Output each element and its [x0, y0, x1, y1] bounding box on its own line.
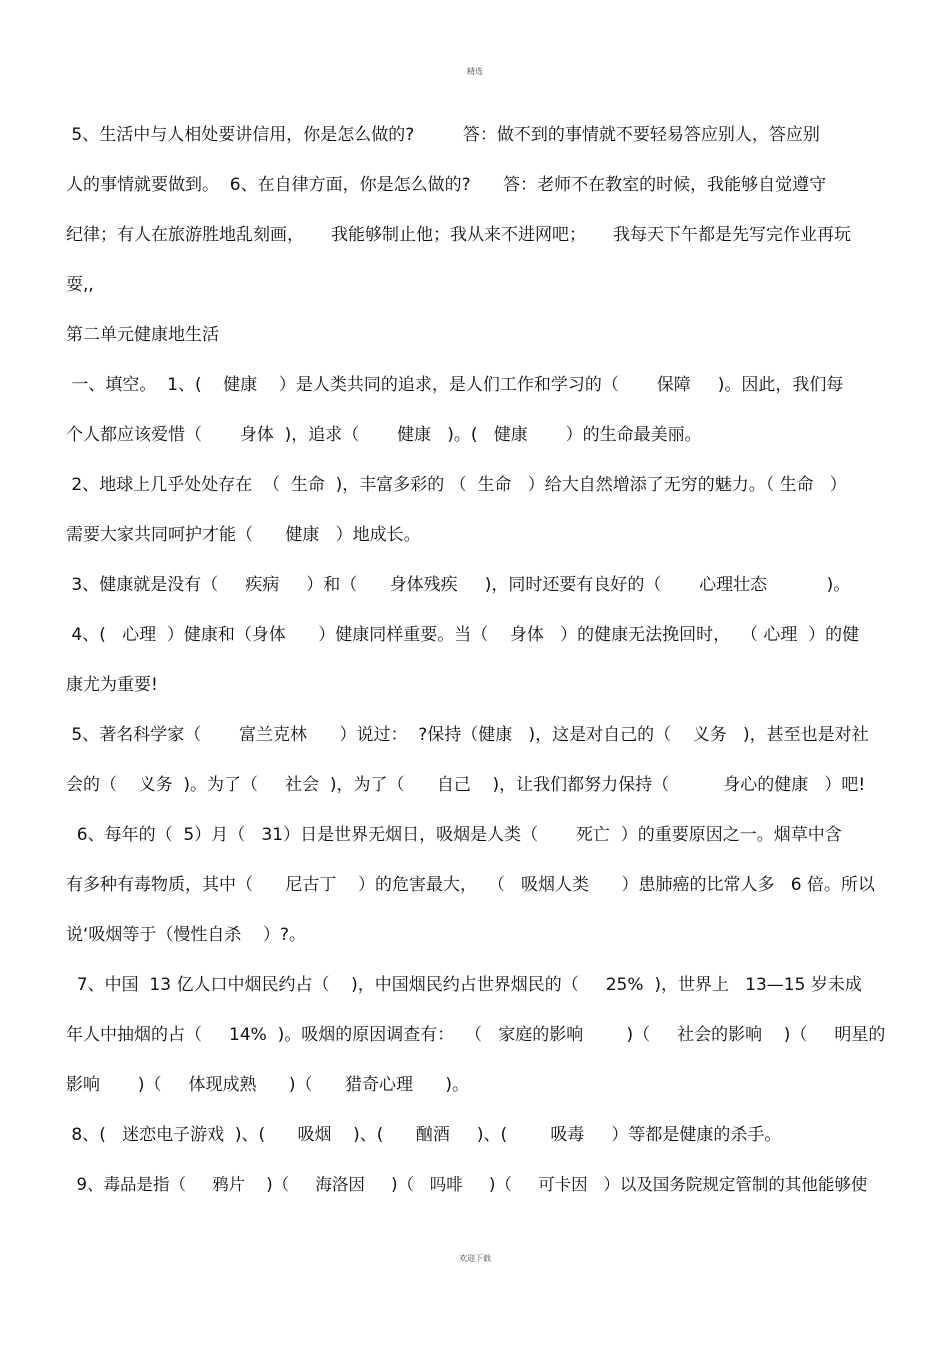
text-line: 7、中国 13 亿人口中烟民约占（ )，中国烟民约占世界烟民的（ 25% )，世界上 13—15 岁未成 — [66, 975, 862, 995]
text-line: 说‘吸烟等于（慢性自杀 ）?。 — [66, 925, 307, 945]
text-line: 一、填空。 1、( 健康 ）是人类共同的追求，是人们工作和学习的（ 保障 )。因此，我们每 — [66, 375, 844, 395]
text-line: 5、生活中与人相处要讲信用，你是怎么做的? 答：做不到的事情就不要轻易答应别人，答应别 — [66, 125, 820, 145]
text-line: 6、每年的（ 5）月（ 31）日是世界无烟日，吸烟是人类（ 死亡 ）的重要原因之一。烟草中含 — [66, 825, 842, 845]
header-watermark: 精选 — [467, 67, 483, 76]
text-line: 影响 )（ 体现成熟 )（ 猎奇心理 )。 — [66, 1075, 470, 1095]
text-line: 耍,, — [66, 275, 94, 295]
text-line: 康尤为重要! — [66, 675, 158, 695]
text-line: 需要大家共同呵护才能（ 健康 ）地成长。 — [66, 525, 421, 545]
text-line: 纪律；有人在旅游胜地乱刻画， 我能够制止他；我从来不进网吧； 我每天下午都是先写完作业再玩 — [66, 225, 852, 245]
text-line: 2、地球上几乎处处存在 （ 生命 )，丰富多彩的 （ 生命 ）给大自然增添了无穷的魅力。（ 生命 ） — [66, 475, 847, 495]
section-heading: 第二单元健康地生活 — [66, 325, 219, 345]
text-line: 4、( 心理 ）健康和（身体 ）健康同样重要。当（ 身体 ）的健康无法挽回时， （ 心理 ）的健 — [66, 625, 860, 645]
text-line: 8、( 迷恋电子游戏 )、( 吸烟 )、( 酗酒 )、( 吸毒 ）等都是健康的杀手。 — [66, 1125, 782, 1145]
text-line: 年人中抽烟的占（ 14% )。吸烟的原因调查有： （ 家庭的影响 )（ 社会的影响 )（ 明星的 — [66, 1025, 886, 1045]
text-line: 9、毒品是指（ 鸦片 )（ 海洛因 )（ 吗啡 )（ 可卡因 ）以及国务院规定管制的其他能够使 — [66, 1175, 868, 1194]
text-line: 5、著名科学家（ 富兰克林 ）说过： ?保持（健康 )，这是对自己的（ 义务 )，甚至也是对社 — [66, 725, 869, 745]
text-line: 有多种有毒物质，其中（ 尼古丁 ）的危害最大， （ 吸烟人类 ）患肺癌的比常人多 6 倍。所以 — [66, 875, 875, 895]
text-line: 个人都应该爱惜（ 身体 )，追求（ 健康 )。( 健康 ）的生命最美丽。 — [66, 425, 702, 445]
text-line: 3、健康就是没有（ 疾病 ）和（ 身体残疾 )，同时还要有良好的（ 心理壮态 )。 — [66, 575, 851, 595]
footer-watermark: 欢迎下载 — [459, 1254, 491, 1263]
text-line: 人的事情就要做到。 6、在自律方面，你是怎么做的? 答：老师不在教室的时候，我能够自觉遵守 — [66, 175, 827, 195]
text-line: 会的（ 义务 )。为了（ 社会 )，为了（ 自己 )，让我们都努力保持（ 身心的健康 ）吧! — [66, 775, 866, 795]
